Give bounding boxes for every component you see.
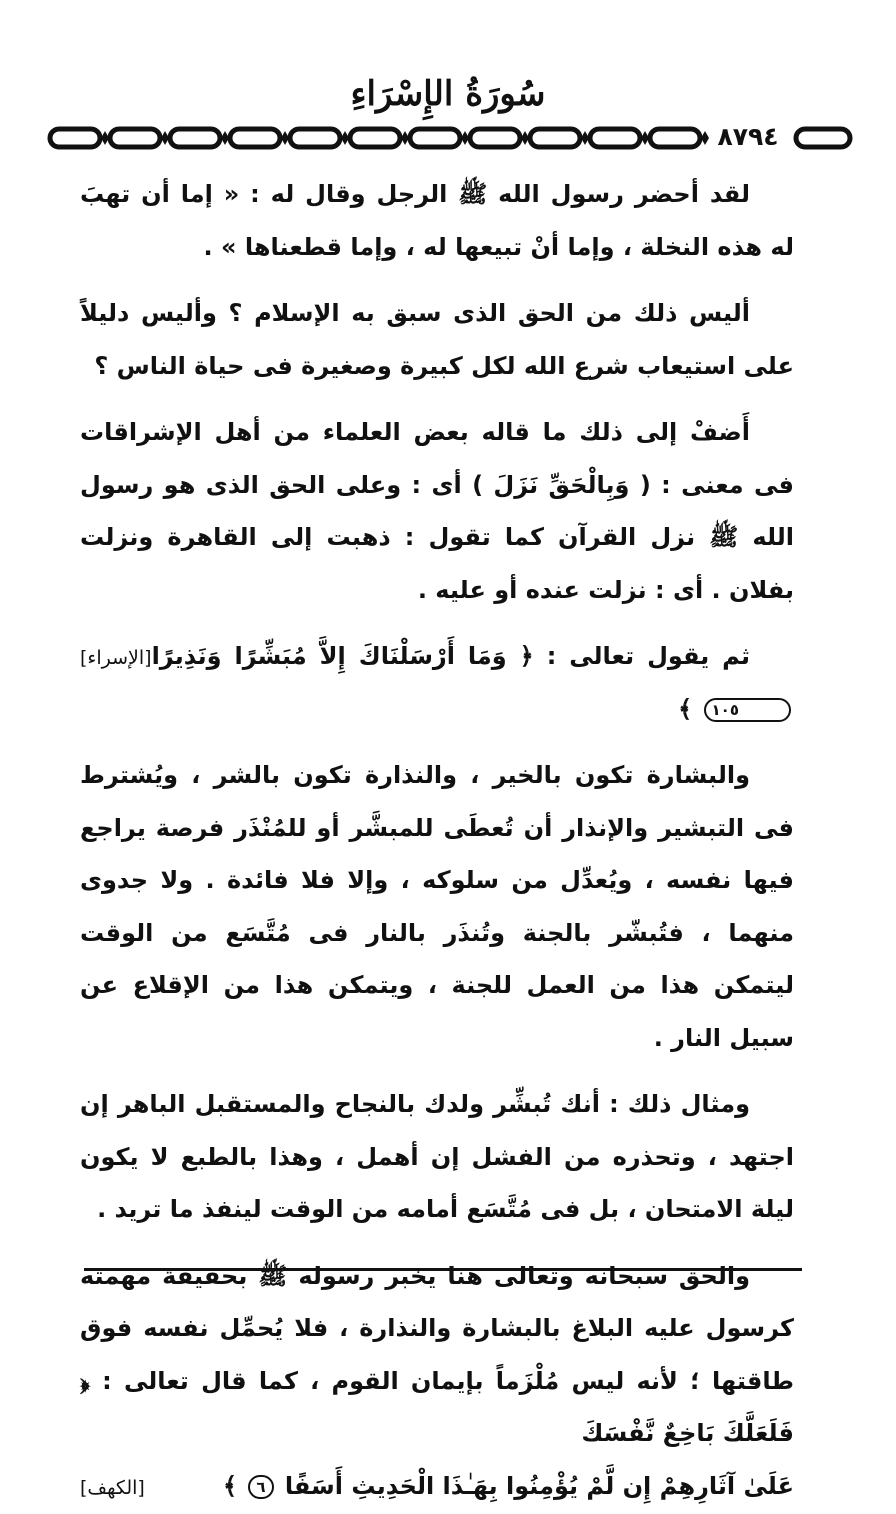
- quran-verse-end: عَلَىٰ آثَارِهِمْ إِن لَّمْ يُؤْمِنُوا بِهَـٰذَا الْحَدِيثِ أَسَفًا: [285, 1472, 794, 1500]
- page-body: [80, 168, 794, 1514]
- surah-reference: [الإسراء]: [80, 632, 152, 685]
- ayah-number: ٦: [248, 1475, 273, 1499]
- paragraph-1: لقد أحضر رسول الله ﷺ الرجل وقال له : « إما أن تهبَ له هذه النخلة ، وإما أنْ تبيعها له ، وإما قطعناها » .: [80, 168, 794, 273]
- verse-close: ﴾: [223, 1472, 237, 1500]
- verse-lead: ثم يقول تعالى :: [547, 642, 750, 670]
- verse-close: ﴾: [678, 695, 692, 723]
- ayah-number: ١٠٥: [704, 698, 791, 722]
- verse-tail: [223, 1460, 794, 1513]
- verse-continuation: [80, 1460, 794, 1514]
- paragraph-6: ومثال ذلك : أنك تُبشِّر ولدك بالنجاح والمستقبل الباهر إن اجتهد ، وتحذره من الفشل إن أهمل ، وهذا بالطبع لا يكون ليلة الامتحان ، بل فى مُتَّسَع أمامه من الوقت لينفذ ما تريد .: [80, 1078, 794, 1236]
- paragraph-4: [80, 630, 794, 735]
- paragraph-7-text: والحق سبحانه وتعالى هنا يخبر رسوله ﷺ بحقيقة مهمته كرسول عليه البلاغ بالبشارة والنذارة ، فلا يُحمِّل نفسه فوق طاقتها ؛ لأنه ليس مُلْزَماً بإيمان القوم ، كما قال تعالى : ﴿ فَلَعَلَّكَ بَاخِعٌ نَّفْسَكَ: [80, 1262, 794, 1448]
- paragraph-7: [80, 1250, 794, 1514]
- verse-line: [152, 630, 794, 735]
- quran-verse: ﴿ وَمَا أَرْسَلْنَاكَ إِلاَّ مُبَشِّرًا وَنَذِيرًا: [152, 642, 534, 670]
- paragraph-3: أَضفْ إلى ذلك ما قاله بعض العلماء من أهل الإشراقات فى معنى : ( وَبِالْحَقِّ نَزَلَ ) أى : وعلى الحق الذى هو رسول الله ﷺ نزل القرآن كما تقول : ذهبت إلى القاهرة ونزلت بفلان . أى : نزلت عنده أو عليه .: [80, 406, 794, 616]
- paragraph-5: والبشارة تكون بالخير ، والنذارة تكون بالشر ، ويُشترط فى التبشير والإنذار أن تُعطَى للمبشَّر أو للمُنْذَر فرصة يراجع فيها نفسه ، ويُعدِّل من سلوكه ، وإلا فلا فائدة . ولا جدوى منهما ، فتُبشّر بالجنة وتُنذَر بالنار فى مُتَّسَع من الوقت ليتمكن هذا من العمل للجنة ، ويتمكن هذا من الإقلاع عن سبيل النار .: [80, 749, 794, 1064]
- paragraph-2: أليس ذلك من الحق الذى سبق به الإسلام ؟ وأليس دليلاً على استيعاب شرع الله لكل كبيرة وصغيرة فى حياة الناس ؟: [80, 287, 794, 392]
- page-number: ٨٧٩٤: [710, 119, 786, 155]
- surah-reference: [الكهف]: [80, 1462, 145, 1514]
- surah-title: سُورَةُ الإِسْرَاءِ: [0, 66, 896, 122]
- footer-divider: [84, 1268, 802, 1271]
